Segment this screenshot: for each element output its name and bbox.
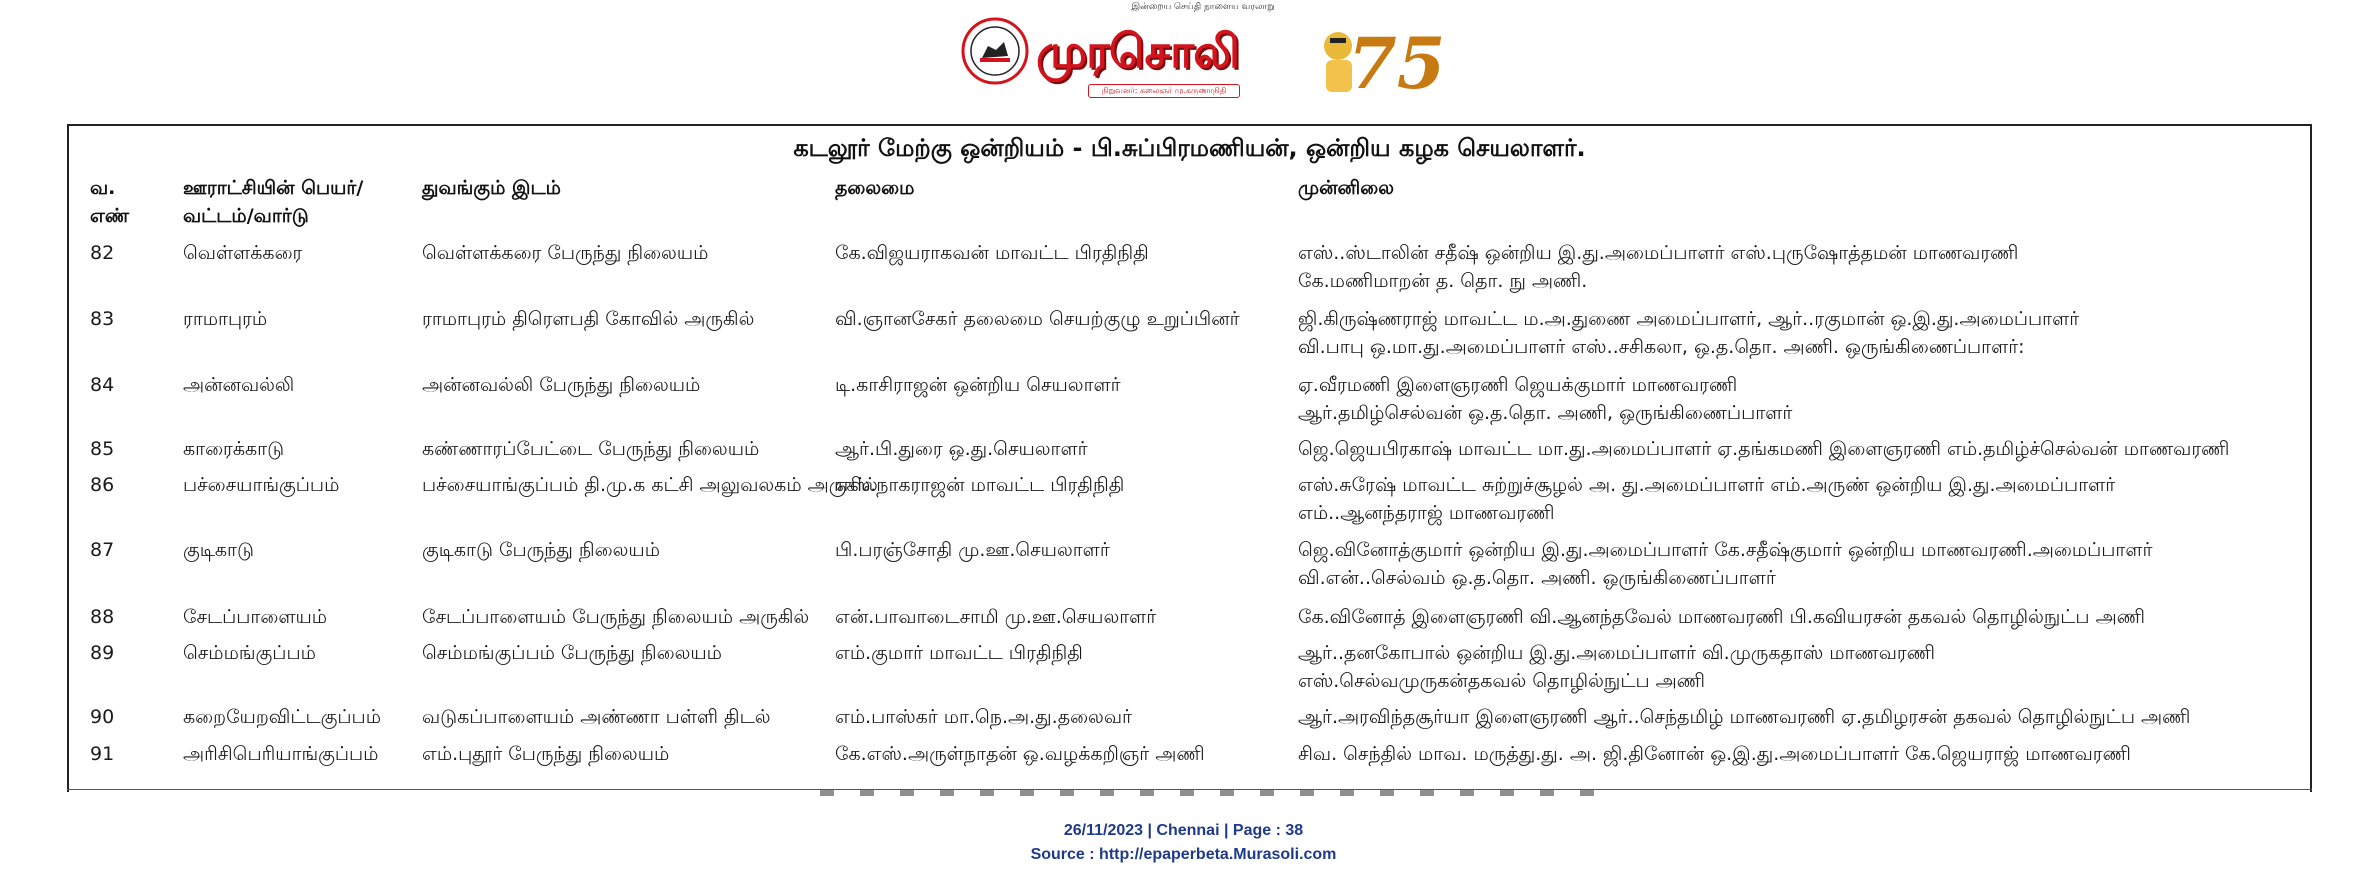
cell-presence-line2: ஆர்.தமிழ்செல்வன் ஒ.த.தொ. அணி, ஒருங்கிணைப்பாளர் <box>1298 402 1793 424</box>
article-border-left <box>67 124 69 792</box>
cell-panchayat: பச்சையாங்குப்பம் <box>183 474 340 496</box>
cell-place: எம்.புதூர் பேருந்து நிலையம் <box>422 743 670 765</box>
masthead-subbar: நிறுவனர்: கலைஞர் மு.கருணாநிதி <box>1088 84 1240 98</box>
masthead-tagline: இன்றைய செய்தி நாளைய வரலாறு <box>1131 2 1275 12</box>
footer-source-link[interactable]: Source : http://epaperbeta.Murasoli.com <box>1030 846 1337 863</box>
article-border-top <box>67 124 2312 126</box>
cell-presence-line1: ஆர்.அரவிந்தசூர்யா இளைஞரணி ஆர்..செந்தமிழ் மாணவரணி ஏ.தமிழரசன் தகவல் தொழில்நுட்ப அணி <box>1298 706 2191 728</box>
cell-place: பச்சையாங்குப்பம் தி.மு.க கட்சி அலுவலகம் அருகில் <box>422 474 878 496</box>
cell-place: குடிகாடு பேருந்து நிலையம் <box>422 539 660 561</box>
cell-panchayat: வெள்ளக்கரை <box>183 242 303 264</box>
cell-place: சேடப்பாளையம் பேருந்து நிலையம் அருகில் <box>422 606 810 628</box>
header-presided: தலைமை <box>835 177 915 199</box>
cell-place: அன்னவல்லி பேருந்து நிலையம் <box>422 374 701 396</box>
cell-serial: 83 <box>90 308 115 330</box>
clipped-text-edge <box>820 790 1620 796</box>
cell-panchayat: செம்மங்குப்பம் <box>183 642 316 664</box>
party-seal-icon <box>960 16 1030 86</box>
header-panchayat: ஊராட்சியின் பெயர்/ வட்டம்/வார்டு <box>183 177 364 227</box>
cell-head: கே.எஸ்.அருள்நாதன் ஒ.வழக்கறிஞர் அணி <box>835 743 1205 765</box>
cell-presence-line1: எஸ்.சுரேஷ் மாவட்ட சுற்றுச்சூழல் அ. து.அமைப்பாளர் எம்.அருண் ஒன்றிய இ.து.அமைப்பாளர் <box>1298 474 2116 496</box>
cell-presence-line1: ஏ.வீரமணி இளைஞரணி ஜெயக்குமார் மாணவரணி <box>1298 374 1738 396</box>
cell-serial: 91 <box>90 743 115 765</box>
cell-place: கண்ணாரப்பேட்டை பேருந்து நிலையம் <box>422 438 760 460</box>
cell-panchayat: குடிகாடு <box>183 539 254 561</box>
cell-serial: 89 <box>90 642 115 664</box>
cell-presence-line2: எஸ்.செல்வமுருகன்தகவல் தொழில்நுட்ப அணி <box>1298 670 1706 692</box>
newspaper-name-logo: முரசொலி <box>1036 24 1239 78</box>
cell-serial: 88 <box>90 606 115 628</box>
article-title: கடலூர் மேற்கு ஒன்றியம் - பி.சுப்பிரமணியன், ஒன்றிய கழக செயலாளர். <box>793 134 1586 162</box>
cell-panchayat: சேடப்பாளையம் <box>183 606 328 628</box>
cell-head: எம்.பாஸ்கர் மா.நெ.அ.து.தலைவர் <box>835 706 1132 728</box>
cell-presence-line1: ஜெ.ஜெயபிரகாஷ் மாவட்ட மா.து.அமைப்பாளர் ஏ.தங்கமணி இளைஞரணி எம்.தமிழ்ச்செல்வன் மாணவரணி <box>1298 438 2230 460</box>
cell-presence-line2: கே.மணிமாறன் த. தொ. நு அணி. <box>1298 270 1588 292</box>
cell-serial: 90 <box>90 706 115 728</box>
cell-place: செம்மங்குப்பம் பேருந்து நிலையம் <box>422 642 722 664</box>
cell-head: எம்.குமார் மாவட்ட பிரதிநிதி <box>835 642 1083 664</box>
cell-place: ராமாபுரம் திரௌபதி கோவில் அருகில் <box>422 308 755 330</box>
cell-place: வெள்ளக்கரை பேருந்து நிலையம் <box>422 242 709 264</box>
cell-presence-line2: வி.என்..செல்வம் ஒ.த.தொ. அணி. ஒருங்கிணைப்பாளர் <box>1298 567 1776 589</box>
cell-head: டி.காசிராஜன் ஒன்றிய செயலாளர் <box>835 374 1121 396</box>
cell-panchayat: ராமாபுரம் <box>183 308 268 330</box>
cell-head: எஸ்.நாகராஜன் மாவட்ட பிரதிநிதி <box>835 474 1125 496</box>
masthead <box>958 2 1446 105</box>
cell-head: ஆர்.பி.துரை ஒ.து.செயலாளர் <box>835 438 1088 460</box>
cell-serial: 84 <box>90 374 115 396</box>
anniversary-75-emblem <box>1308 10 1446 105</box>
anniversary-number: 75 <box>1348 22 1446 105</box>
cell-head: பி.பரஞ்சோதி மு.ஊ.செயலாளர் <box>835 539 1110 561</box>
header-start-place: துவங்கும் இடம் <box>422 177 561 199</box>
cell-presence-line1: ஜி.கிருஷ்ணராஜ் மாவட்ட ம.அ.துணை அமைப்பாளர், ஆர்..ரகுமான் ஒ.இ.து.அமைப்பாளர் <box>1298 308 2080 330</box>
cell-presence-line1: ஜெ.வினோத்குமார் ஒன்றிய இ.து.அமைப்பாளர் கே.சதீஷ்குமார் ஒன்றிய மாணவரணி.அமைப்பாளர் <box>1298 539 2153 561</box>
cell-presence-line2: வி.பாபு ஒ.மா.து.அமைப்பாளர் எஸ்..சசிகலா, ஒ.த.தொ. அணி. ஒருங்கிணைப்பாளர்: <box>1298 336 2025 358</box>
cell-panchayat: கறையேறவிட்டகுப்பம் <box>183 706 381 728</box>
cell-panchayat: அன்னவல்லி <box>183 374 295 396</box>
cell-head: வி.ஞானசேகர் தலைமை செயற்குழு உறுப்பினர் <box>835 308 1240 330</box>
header-presence: முன்னிலை <box>1298 177 1395 199</box>
cell-serial: 87 <box>90 539 115 561</box>
cell-panchayat: அரிசிபெரியாங்குப்பம் <box>183 743 379 765</box>
cell-serial: 86 <box>90 474 115 496</box>
cell-presence-line1: கே.வினோத் இளைஞரணி வி.ஆனந்தவேல் மாணவரணி பி.கவியரசன் தகவல் தொழில்நுட்ப அணி <box>1298 606 2145 628</box>
cell-presence-line1: சிவ. செந்தில் மாவ. மருத்து.து. அ. ஜி.தினோன் ஒ.இ.து.அமைப்பாளர் கே.ஜெயராஜ் மாணவரணி <box>1298 743 2131 765</box>
cell-head: கே.விஜயராகவன் மாவட்ட பிரதிநிதி <box>835 242 1149 264</box>
cell-head: என்.பாவாடைசாமி மு.ஊ.செயலாளர் <box>835 606 1157 628</box>
article-border-right <box>2310 124 2312 792</box>
cell-place: வடுகப்பாளையம் அண்ணா பள்ளி திடல் <box>422 706 771 728</box>
footer-date-page: 26/11/2023 | Chennai | Page : 38 <box>1063 822 1304 839</box>
cell-presence-line1: எஸ்..ஸ்டாலின் சதீஷ் ஒன்றிய இ.து.அமைப்பாளர் எஸ்.புருஷோத்தமன் மாணவரணி <box>1298 242 2019 264</box>
cell-presence-line2: எம்..ஆனந்தராஜ் மாணவரணி <box>1298 502 1555 524</box>
header-serial: வ. எண் <box>90 177 130 227</box>
cell-panchayat: காரைக்காடு <box>183 438 285 460</box>
cell-serial: 85 <box>90 438 115 460</box>
cell-presence-line1: ஆர்..தனகோபால் ஒன்றிய இ.து.அமைப்பாளர் வி.முருகதாஸ் மாணவரணி <box>1298 642 1935 664</box>
cell-serial: 82 <box>90 242 115 264</box>
